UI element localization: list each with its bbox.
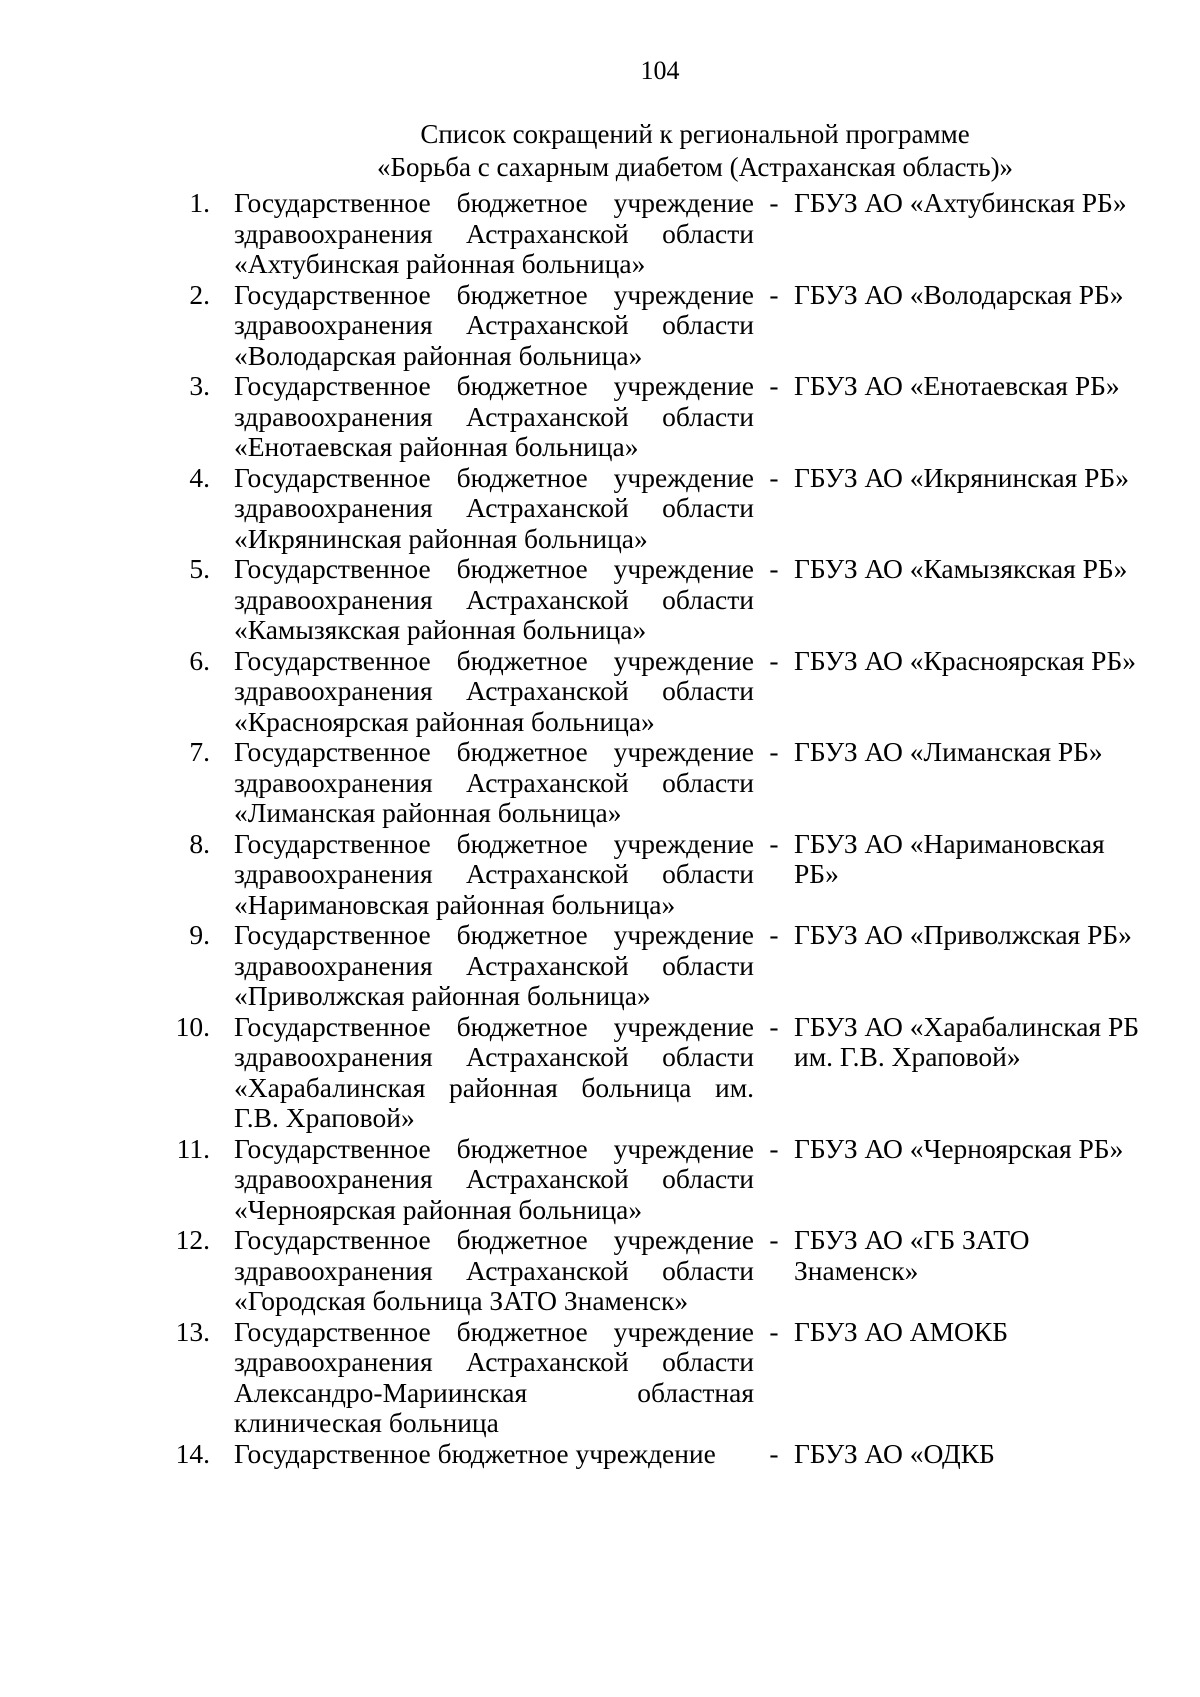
abbreviation: ГБУЗ АО «Енотаевская РБ» [794, 370, 1120, 401]
abbreviation: ГБУЗ АО «ГБ ЗАТО Знаменск» [794, 1224, 1030, 1286]
abbreviation: ГБУЗ АО «Приволжская РБ» [794, 919, 1132, 950]
separator-dash: - [769, 187, 779, 218]
item-number: 4. [189, 461, 210, 493]
abbreviation: ГБУЗ АО «Володарская РБ» [794, 278, 1124, 310]
full-name: Государственное бюджетное учреждение здравоохранения Астраханской области «Черноярская районная больница» [234, 1132, 754, 1225]
full-name: Государственное бюджетное учреждение здравоохранения Астраханской области «Енотаевская районная больница» [234, 370, 754, 462]
item-number: 1. [189, 187, 210, 218]
item-number: 7. [189, 736, 210, 767]
abbreviation: ГБУЗ АО «Ахтубинская РБ» [794, 187, 1127, 218]
separator-dash: - [769, 736, 779, 767]
full-name: Государственное бюджетное учреждение здравоохранения Астраханской области «Володарская районная больница» [234, 278, 754, 371]
separator-dash: - [769, 1315, 779, 1347]
abbreviation: ГБУЗ АО «Камызякская РБ» [794, 553, 1128, 584]
abbreviation-list [160, 188, 1160, 1469]
item-number: 8. [189, 827, 210, 859]
separator-dash: - [769, 1010, 779, 1042]
list-item [160, 280, 1160, 372]
separator-dash: - [769, 278, 779, 310]
full-name: Государственное бюджетное учреждение здравоохранения Астраханской области «Приволжская районная больница» [234, 919, 754, 1011]
list-item [160, 646, 1160, 738]
title-line: «Борьба с сахарным диабетом (Астраханская область)» [376, 152, 1014, 182]
full-name: Государственное бюджетное учреждение здравоохранения Астраханской области Александро-Мариинская областная клиническая больница [234, 1315, 754, 1438]
full-name: Государственное бюджетное учреждение здравоохранения Астраханской области «Лиманская районная больница» [234, 736, 754, 828]
separator-dash: - [769, 1132, 779, 1164]
list-item [160, 188, 1160, 280]
item-number: 10. [175, 1010, 210, 1042]
full-name: Государственное бюджетное учреждение здравоохранения Астраханской области «Икрянинская районная больница» [234, 461, 754, 554]
separator-dash: - [769, 1437, 779, 1469]
abbreviation: ГБУЗ АО «Наримановская РБ» [794, 827, 1105, 889]
item-number: 13. [175, 1315, 210, 1347]
full-name: Государственное бюджетное учреждение здравоохранения Астраханской области «Красноярская районная больница» [234, 644, 754, 737]
abbreviation: ГБУЗ АО «ОДКБ [794, 1437, 995, 1469]
full-name: Государственное бюджетное учреждение здравоохранения Астраханской области «Наримановская районная больница» [234, 827, 754, 920]
item-number: 5. [189, 553, 210, 584]
list-item [160, 463, 1160, 555]
separator-dash: - [769, 370, 779, 401]
full-name: Государственное бюджетное учреждение здравоохранения Астраханской области «Камызякская районная больница» [234, 553, 754, 645]
full-name: Государственное бюджетное учреждение здравоохранения Астраханской области «Харабалинская районная больница им. Г.В. Храповой» [234, 1010, 754, 1133]
list-item [160, 829, 1160, 921]
abbreviation: ГБУЗ АО АМОКБ [794, 1315, 1009, 1347]
separator-dash: - [769, 827, 779, 859]
full-name: Государственное бюджетное учреждение здравоохранения Астраханской области «Городская больница ЗАТО Знаменск» [234, 1224, 754, 1316]
list-item [160, 554, 1160, 646]
abbreviation: ГБУЗ АО «Красноярская РБ» [794, 644, 1137, 676]
page-number: 104 [640, 56, 680, 85]
separator-dash: - [769, 1224, 779, 1255]
list-item [160, 1439, 1160, 1470]
separator-dash: - [769, 553, 779, 584]
full-name: Государственное бюджетное учреждение здравоохранения Астраханской области «Ахтубинская районная больница» [234, 187, 754, 279]
separator-dash: - [769, 461, 779, 493]
item-number: 2. [189, 278, 210, 310]
item-number: 6. [189, 644, 210, 676]
abbreviation: ГБУЗ АО «Черноярская РБ» [794, 1132, 1124, 1164]
item-number: 3. [189, 370, 210, 401]
item-number: 11. [176, 1132, 210, 1164]
item-number: 14. [175, 1437, 210, 1469]
item-number: 12. [175, 1224, 210, 1255]
list-item [160, 1012, 1160, 1134]
abbreviation: ГБУЗ АО «Лиманская РБ» [794, 736, 1103, 767]
list-item [160, 920, 1160, 1012]
title-line: Список сокращений к региональной программе [420, 119, 970, 149]
list-item [160, 737, 1160, 829]
separator-dash: - [769, 644, 779, 676]
abbreviation: ГБУЗ АО «Харабалинская РБ им. Г.В. Храповой» [794, 1010, 1140, 1072]
list-item [160, 371, 1160, 463]
document-title [0, 118, 1200, 184]
full-name: Государственное бюджетное учреждение [234, 1437, 716, 1469]
list-item [160, 1225, 1160, 1317]
list-item [160, 1134, 1160, 1226]
abbreviation: ГБУЗ АО «Икрянинская РБ» [794, 461, 1129, 493]
separator-dash: - [769, 919, 779, 950]
list-item [160, 1317, 1160, 1439]
item-number: 9. [189, 919, 210, 950]
